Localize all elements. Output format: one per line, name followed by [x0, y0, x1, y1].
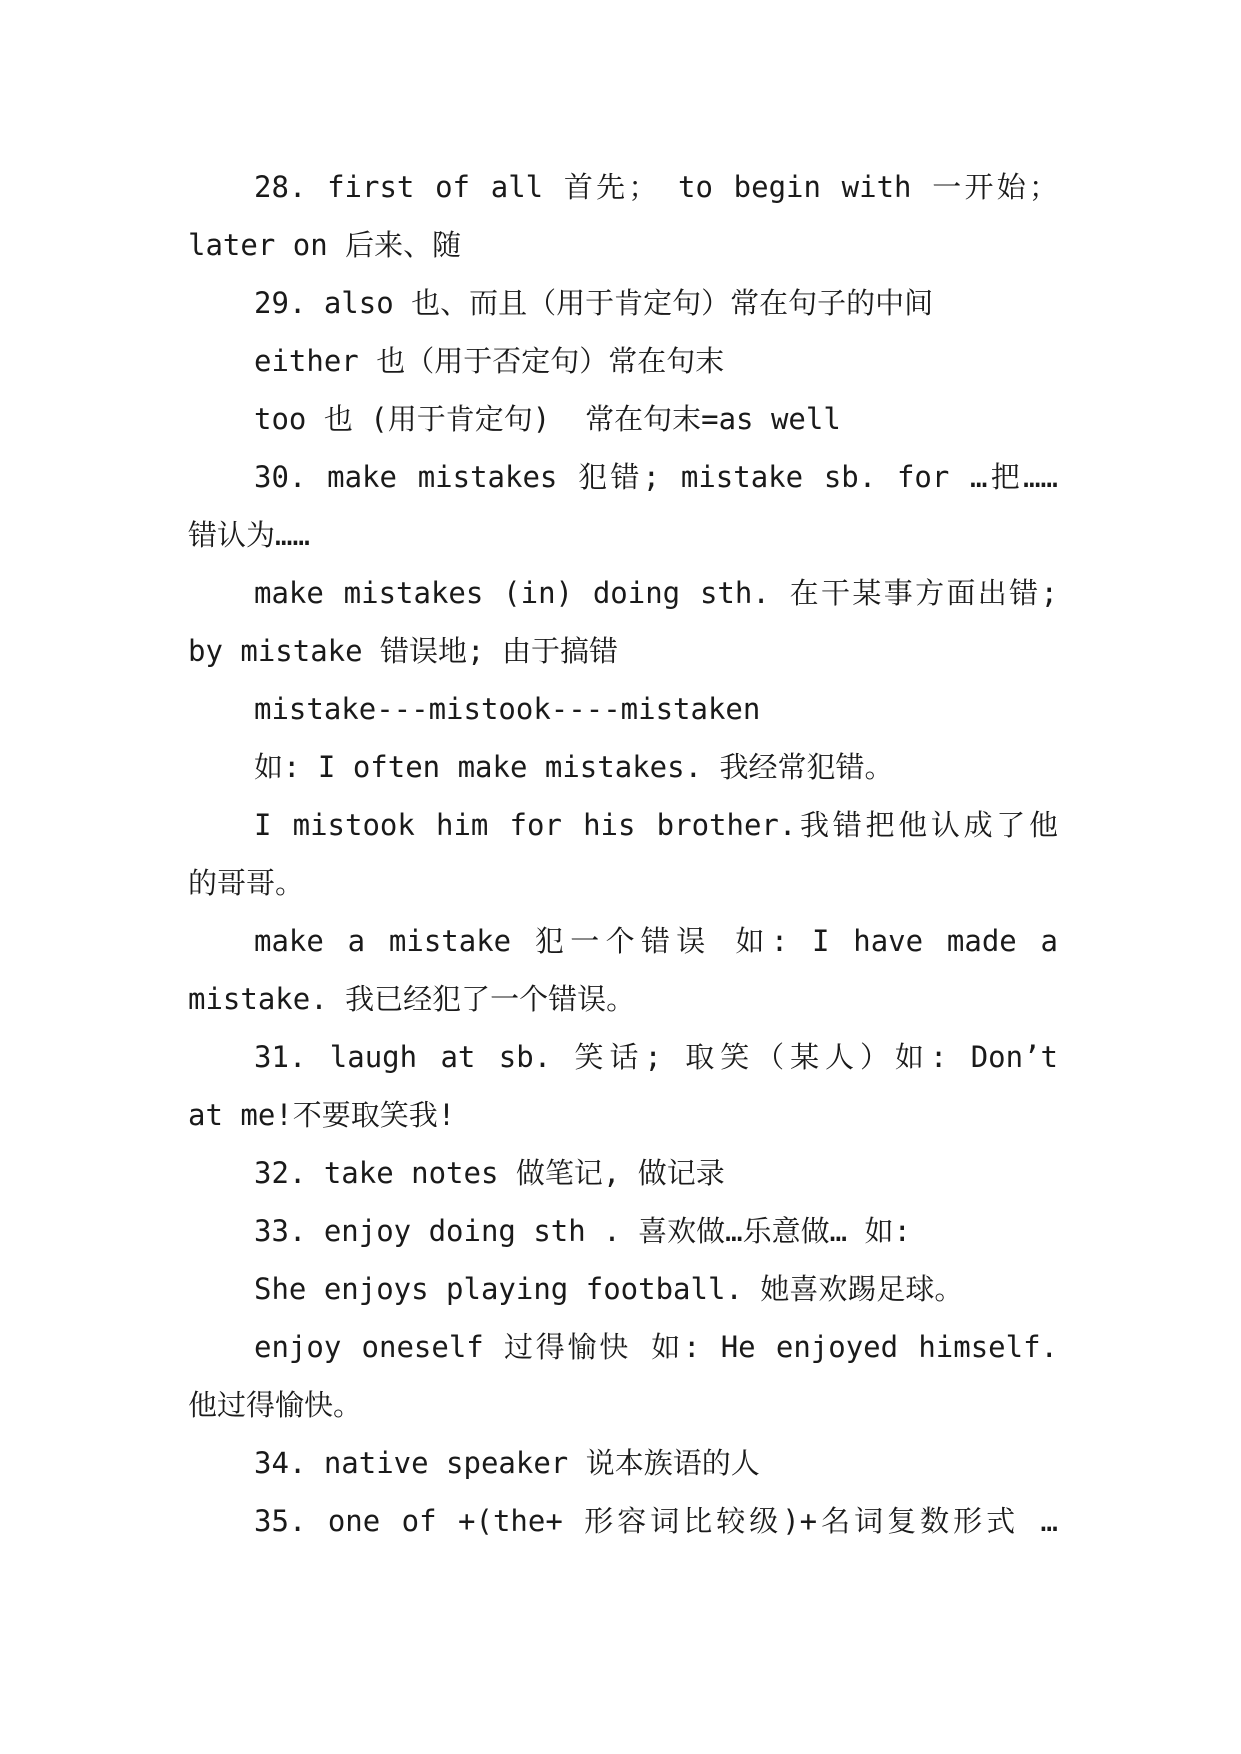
text-line: 34. native speaker 说本族语的人	[254, 1446, 760, 1480]
text-line: 如: I often make mistakes. 我经常犯错。	[254, 750, 894, 784]
text-line: 35. one of +(the+ 形容词比较级)+名词复数形式 …	[254, 1504, 1058, 1538]
text-line: I mistook him for his brother.我错把他认成了他	[254, 808, 1058, 842]
text-line: later on 后来、随	[188, 228, 462, 262]
text-line: 28. first of all 首先； to begin with 一开始；	[254, 170, 1058, 204]
text-line: either 也（用于否定句）常在句末	[254, 344, 725, 378]
document-body	[188, 158, 1058, 1550]
text-line: by mistake 错误地; 由于搞错	[188, 634, 618, 668]
text-line: 的哥哥。	[188, 866, 305, 900]
text-line: too 也 (用于肯定句) 常在句末=as well	[254, 402, 841, 436]
text-line: 30. make mistakes 犯错; mistake sb. for …把……	[254, 460, 1058, 494]
text-line: She enjoys playing football. 她喜欢踢足球。	[254, 1272, 964, 1306]
text-line: 33. enjoy doing sth . 喜欢做…乐意做… 如:	[254, 1214, 911, 1248]
text-line: at me!不要取笑我!	[188, 1098, 456, 1132]
text-line: mistake. 我已经犯了一个错误。	[188, 982, 636, 1016]
text-line: mistake---mistook----mistaken	[254, 692, 761, 726]
text-line: 32. take notes 做笔记, 做记录	[254, 1156, 725, 1190]
text-line: enjoy oneself 过得愉快 如: He enjoyed himself.	[254, 1330, 1058, 1364]
text-line: make mistakes (in) doing sth. 在干某事方面出错;	[254, 576, 1058, 610]
text-line: 错认为……	[188, 518, 310, 552]
text-line: 31. laugh at sb. 笑话; 取笑（某人）如: Don’t	[254, 1040, 1058, 1074]
text-line: 他过得愉快。	[188, 1388, 363, 1422]
text-line: make a mistake 犯一个错误 如: I have made a	[254, 924, 1058, 958]
text-line: 29. also 也、而且（用于肯定句）常在句子的中间	[254, 286, 934, 320]
